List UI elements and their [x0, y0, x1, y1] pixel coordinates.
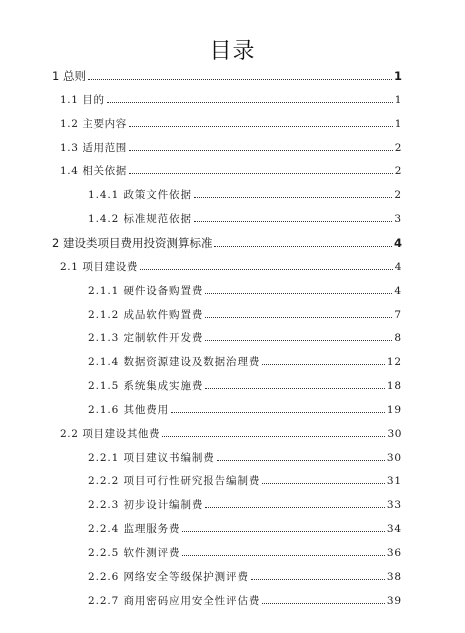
dot-leader — [205, 339, 392, 341]
dot-leader — [194, 220, 393, 222]
dot-leader — [182, 554, 384, 556]
toc-entry-label: 1.4.1 政策文件依据 — [88, 189, 192, 202]
dot-leader — [171, 411, 385, 413]
dot-leader — [140, 268, 393, 270]
toc-entry-label: 1.3 适用范围 — [60, 141, 127, 154]
toc-entry-label: 2.2.1 项目建议书编制费 — [88, 451, 215, 464]
dot-leader — [262, 602, 385, 604]
toc-entry-label: 2.2.6 网络安全等级保护测评费 — [88, 570, 249, 583]
toc-entry-label: 1.4 相关依据 — [60, 165, 127, 178]
dot-leader — [129, 125, 393, 127]
toc-entry-page-number: 1 — [394, 93, 402, 106]
toc-entry-label: 1.4.2 标准规范依据 — [88, 213, 192, 226]
toc-entry-label: 1.2 主要内容 — [60, 117, 127, 130]
toc-entry[interactable] — [88, 520, 402, 538]
toc-entry[interactable] — [88, 472, 402, 490]
toc-entry-label: 2.1.5 系统集成实施费 — [88, 380, 204, 393]
toc-entry-label: 2.1.6 其他费用 — [88, 403, 170, 416]
dot-leader — [129, 172, 393, 174]
toc-entry-page-number: 39 — [386, 594, 402, 607]
toc-entry-label: 2.1.1 硬件设备购置费 — [88, 284, 204, 297]
toc-entry[interactable] — [88, 353, 402, 371]
toc-entry-page-number: 38 — [386, 570, 402, 583]
toc-entry-page-number: 1 — [393, 69, 402, 83]
toc-entry[interactable] — [88, 401, 402, 419]
dot-leader — [262, 482, 385, 484]
toc-entry-page-number: 19 — [386, 403, 402, 416]
dot-leader — [205, 316, 392, 318]
dot-leader — [205, 387, 385, 389]
toc-entry[interactable] — [52, 67, 402, 85]
toc-entry-label: 1 总则 — [52, 69, 86, 83]
toc-entry-page-number: 34 — [386, 523, 402, 536]
toc-entry-page-number: 18 — [386, 380, 402, 393]
toc-entry[interactable] — [88, 210, 402, 228]
toc-entry-page-number: 2 — [394, 189, 402, 202]
toc-entry-label: 2.1 项目建设费 — [60, 260, 138, 273]
toc-entry[interactable] — [60, 115, 402, 133]
toc-entry-page-number: 30 — [387, 427, 402, 440]
toc-entry[interactable] — [88, 306, 402, 324]
toc-entry-page-number: 31 — [386, 475, 402, 488]
dot-leader — [88, 78, 392, 80]
toc-entry[interactable] — [60, 162, 402, 180]
toc-entry[interactable] — [60, 425, 402, 443]
dot-leader — [251, 578, 385, 580]
dot-leader — [162, 435, 385, 437]
dot-leader — [129, 149, 393, 151]
toc-entry-page-number: 12 — [386, 356, 402, 369]
toc-entry[interactable] — [88, 186, 402, 204]
toc-entry[interactable] — [88, 592, 402, 610]
toc-entry[interactable] — [88, 568, 402, 586]
toc-entry[interactable] — [88, 496, 402, 514]
dot-leader — [205, 506, 385, 508]
toc-entry-label: 2.2 项目建设其他费 — [60, 427, 161, 440]
toc-entry[interactable] — [52, 234, 402, 252]
toc-entry[interactable] — [88, 282, 402, 300]
toc-entry[interactable] — [88, 544, 402, 562]
toc-entry-label: 2.2.4 监理服务费 — [88, 523, 181, 536]
toc-entry-page-number: 4 — [394, 284, 402, 297]
dot-leader — [182, 530, 384, 532]
toc-entry[interactable] — [60, 258, 402, 276]
toc-entry[interactable] — [88, 377, 402, 395]
toc-entry-page-number: 3 — [394, 213, 402, 226]
dot-leader — [214, 245, 392, 247]
dot-leader — [262, 363, 385, 365]
toc-entry[interactable] — [88, 449, 402, 467]
toc-entry[interactable] — [60, 91, 402, 109]
page-title: 目录 — [209, 39, 256, 64]
toc-entry-page-number: 30 — [386, 451, 402, 464]
toc-entry-page-number: 4 — [394, 260, 402, 273]
toc-entry-label: 2 建设类项目费用投资测算标准 — [52, 235, 213, 250]
toc-entry-label: 2.2.7 商用密码应用安全性评估费 — [88, 594, 261, 607]
toc-entry[interactable] — [60, 139, 402, 157]
dot-leader — [194, 196, 393, 198]
toc-entry-page-number: 2 — [394, 141, 402, 154]
toc-entry-page-number: 2 — [394, 165, 402, 178]
dot-leader — [205, 292, 392, 294]
toc-entry-label: 2.1.3 定制软件开发费 — [88, 332, 204, 345]
toc-entry-label: 2.2.5 软件测评费 — [88, 547, 181, 559]
toc-entry-label: 2.2.2 项目可行性研究报告编制费 — [88, 475, 261, 488]
toc-entry-page-number: 36 — [386, 547, 402, 559]
toc-entry[interactable] — [88, 329, 402, 347]
toc-entry-page-number: 7 — [394, 308, 402, 321]
toc-entry-page-number: 33 — [386, 499, 402, 512]
dot-leader — [217, 459, 385, 461]
dot-leader — [107, 101, 393, 103]
toc-entry-label: 2.1.4 数据资源建设及数据治理费 — [88, 356, 261, 369]
toc-entry-label: 1.1 目的 — [60, 93, 105, 106]
toc-entry-label: 2.1.2 成品软件购置费 — [88, 308, 204, 321]
toc-entry-page-number: 8 — [394, 332, 402, 345]
toc-entry-page-number: 4 — [393, 235, 402, 250]
toc-entry-page-number: 1 — [394, 117, 402, 130]
toc-entry-label: 2.2.3 初步设计编制费 — [88, 499, 204, 512]
